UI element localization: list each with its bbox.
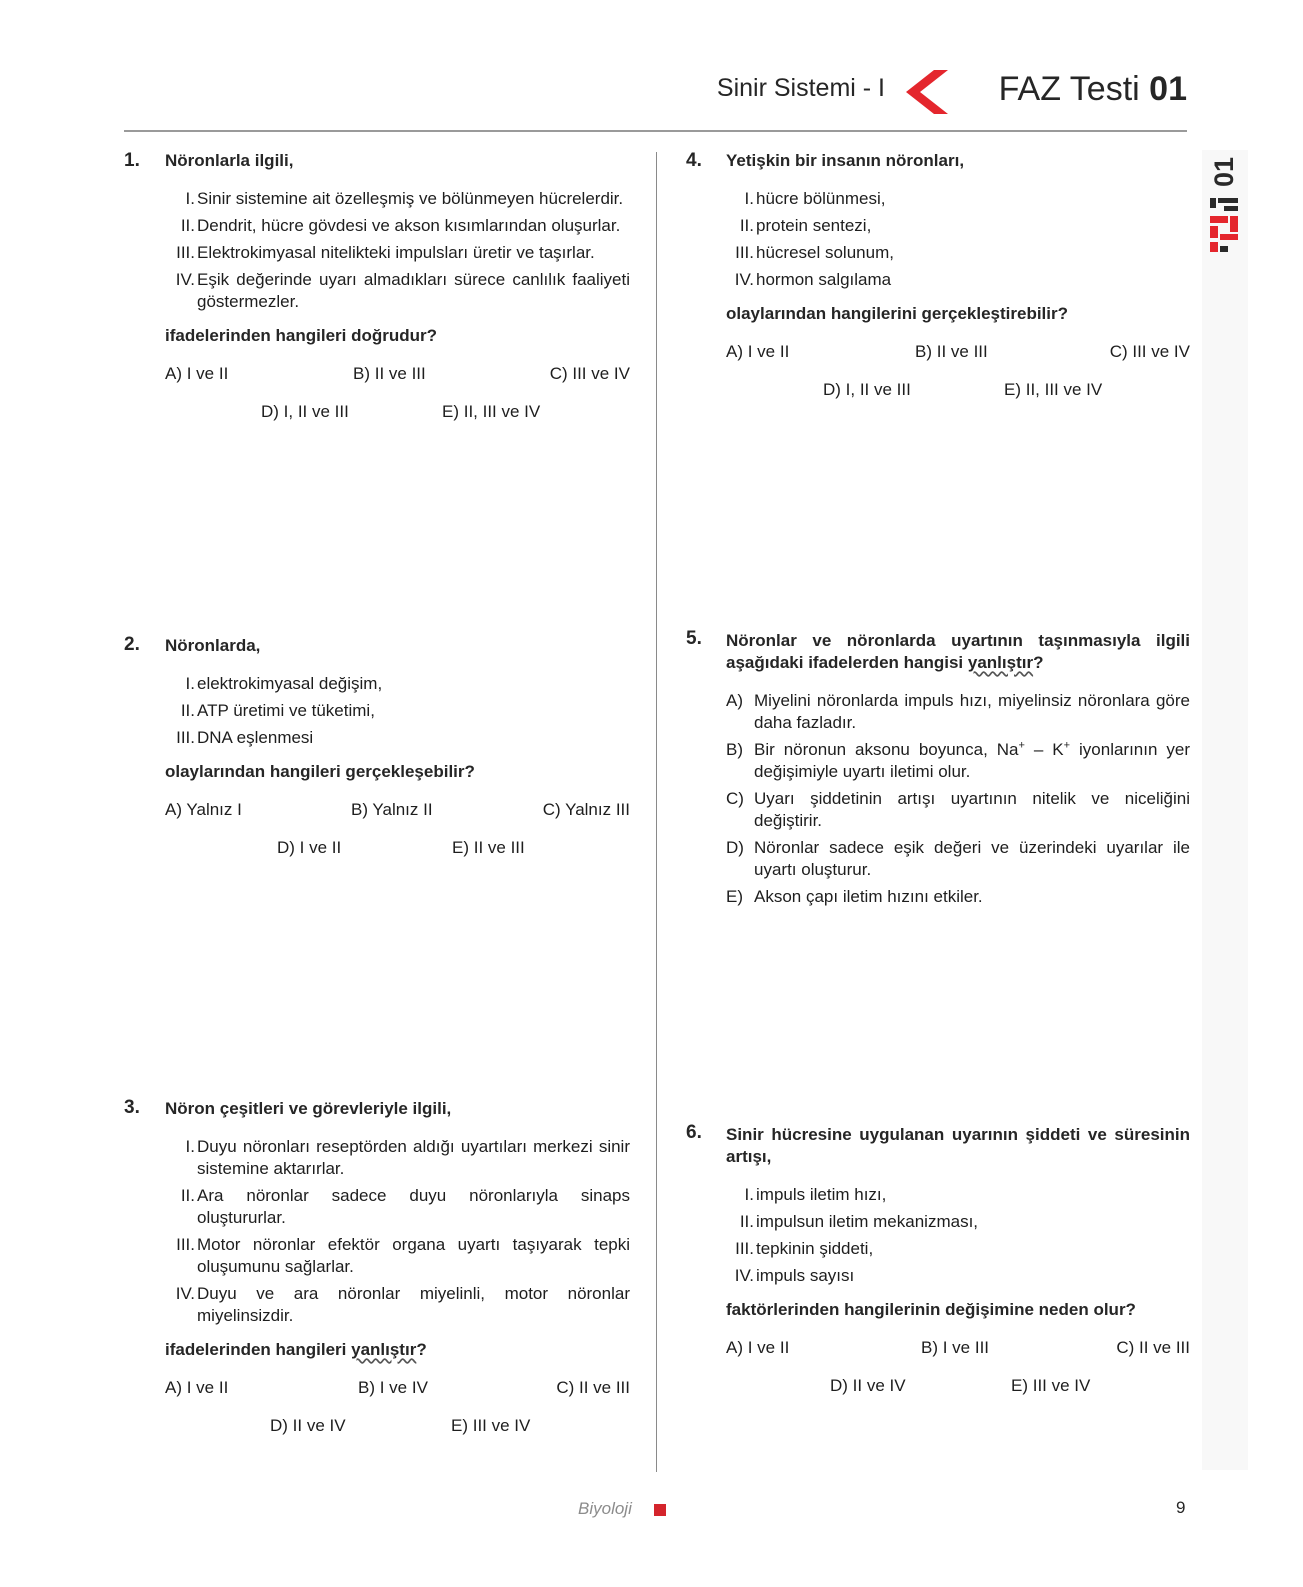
question-1-item: III. Elektrokimyasal nitelikteki impulsları üretir ve taşırlar. (176, 243, 595, 262)
option-b[interactable]: B) Yalnız II (351, 800, 433, 819)
question-2-number: 2. (124, 634, 140, 655)
header-rule (124, 130, 1187, 132)
header-test-title (999, 70, 1187, 109)
option-c[interactable]: C) II ve III (556, 1378, 630, 1397)
question-1-item: IV. Eşik değerinde uyarı almadıkları sürece canlılık faaliyeti göstermezler. (175, 270, 630, 311)
question-3-item: I. Duyu nöronları reseptörden aldığı uyartıları merkezi sinir sistemine aktarırlar. (185, 1137, 630, 1178)
question-6-item: IV. impuls sayısı (734, 1266, 855, 1285)
question-6 (726, 1124, 1190, 1399)
question-6-item: I. impuls iletim hızı, (744, 1185, 887, 1204)
option-b[interactable]: B) II ve III (353, 364, 426, 383)
question-1 (165, 150, 630, 425)
question-5-number: 5. (686, 628, 702, 649)
option-c[interactable]: C) III ve IV (549, 364, 630, 383)
option-c[interactable]: C) III ve IV (1109, 342, 1190, 361)
question-6-number: 6. (686, 1122, 702, 1143)
question-6-ask: faktörlerinden hangilerinin değişimine neden olur? (726, 1300, 1136, 1319)
question-4 (726, 150, 1190, 403)
question-4-item: I. hücre bölünmesi, (744, 189, 886, 208)
question-2-stem: Nöronlarda, (165, 636, 261, 655)
option-d[interactable]: D) I ve II (277, 838, 342, 857)
question-6-stem: Sinir hücresine uygulanan uyarının şiddeti ve süresinin artışı, (726, 1125, 1190, 1166)
column-divider (656, 152, 657, 1472)
header-topic: Sinir Sistemi - I (716, 74, 885, 102)
question-2 (165, 635, 630, 861)
option-b[interactable]: B) I ve III (921, 1338, 990, 1357)
option-d[interactable]: D) II ve IV (830, 1376, 906, 1395)
option-a[interactable]: A) I ve II (726, 342, 790, 361)
option-a[interactable]: A) I ve II (726, 1338, 790, 1357)
option-d[interactable]: D) I, II ve III (261, 402, 349, 421)
side-tab-number: 01 (1209, 156, 1239, 188)
option-a[interactable]: A) Miyelini nöronlarda impuls hızı, miyelinsiz nöronlara göre daha fazladır. (726, 691, 1190, 732)
footer-subject: Biyoloji (578, 1499, 632, 1518)
question-4-number: 4. (686, 150, 702, 171)
test-number: 01 (1149, 70, 1187, 108)
question-3-stem: Nöron çeşitleri ve görevleriyle ilgili, (165, 1099, 452, 1118)
question-2-item: III. DNA eşlenmesi (176, 728, 314, 747)
option-b[interactable]: B) II ve III (915, 342, 988, 361)
question-3-number: 3. (124, 1097, 140, 1118)
option-e[interactable]: E) II, III ve IV (442, 402, 541, 421)
page-number: 9 (1176, 1498, 1186, 1517)
option-e[interactable]: E) III ve IV (1011, 1376, 1091, 1395)
option-c[interactable]: C) II ve III (1116, 1338, 1190, 1357)
question-4-item: IV. hormon salgılama (734, 270, 892, 289)
question-6-item: III. tepkinin şiddeti, (735, 1239, 874, 1258)
question-4-stem: Yetişkin bir insanın nöronları, (726, 151, 965, 170)
question-3 (165, 1098, 630, 1439)
question-3-ask: ifadelerinden hangileri yanlıştır? (165, 1340, 427, 1359)
question-4-item: II. protein sentezi, (739, 216, 872, 235)
option-e[interactable]: E) Akson çapı iletim hızını etkiler. (726, 887, 983, 906)
question-3-item: II. Ara nöronlar sadece duyu nöronlarıyla sinaps oluştururlar. (180, 1186, 630, 1227)
option-d[interactable]: D) II ve IV (270, 1416, 346, 1435)
question-1-item: II. Dendrit, hücre gövdesi ve akson kısımlarından oluşurlar. (180, 216, 621, 235)
question-3-item: IV. Duyu ve ara nöronlar miyelinli, motor nöronlar miyelinsizdir. (175, 1284, 630, 1325)
option-a[interactable]: A) I ve II (165, 364, 229, 383)
option-a[interactable]: A) I ve II (165, 1378, 229, 1397)
chevron-left-icon (898, 68, 950, 116)
question-2-ask: olaylarından hangileri gerçekleşebilir? (165, 762, 475, 781)
option-e[interactable]: E) III ve IV (451, 1416, 531, 1435)
option-b[interactable]: B) Bir nöronun aksonu boyunca, Na+ – K+ iyonlarının yer değişimiyle uyartı iletimi olur. (726, 739, 1190, 781)
test-label: FAZ Testi (998, 70, 1140, 108)
question-1-number: 1. (124, 150, 140, 171)
question-1-ask: ifadelerinden hangileri doğrudur? (165, 326, 438, 345)
question-2-item: I. elektrokimyasal değişim, (185, 674, 383, 693)
question-4-item: III. hücresel solunum, (735, 243, 894, 262)
option-d[interactable]: D) I, II ve III (823, 380, 911, 399)
option-a[interactable]: A) Yalnız I (165, 800, 242, 819)
question-6-item: II. impulsun iletim mekanizması, (739, 1212, 979, 1231)
question-1-stem: Nöronlarla ilgili, (165, 151, 294, 170)
option-e[interactable]: E) II ve III (452, 838, 525, 857)
option-d[interactable]: D) Nöronlar sadece eşik değeri ve üzerindeki uyarılar ile uyartı oluşturur. (726, 838, 1190, 879)
option-c[interactable]: C) Yalnız III (542, 800, 630, 819)
question-3-item: III. Motor nöronlar efektör organa uyartı taşıyarak tepki oluşumunu sağlarlar. (176, 1235, 630, 1276)
faz-logo-icon (1208, 198, 1240, 258)
question-4-ask: olaylarından hangilerini gerçekleştirebilir? (726, 304, 1069, 323)
side-tab (1202, 150, 1248, 1470)
question-5-stem: Nöronlar ve nöronlarda uyartının taşınmasıyla ilgili aşağıdaki ifadelerden hangisi yanlıştır? (726, 631, 1190, 672)
footer-square-icon (654, 1504, 666, 1516)
question-5 (726, 630, 1190, 913)
option-e[interactable]: E) II, III ve IV (1004, 380, 1103, 399)
question-1-item: I. Sinir sistemine ait özelleşmiş ve bölünmeyen hücrelerdir. (185, 189, 624, 208)
option-b[interactable]: B) I ve IV (358, 1378, 428, 1397)
option-c[interactable]: C) Uyarı şiddetinin artışı uyartının nitelik ve niceliğini değiştirir. (726, 789, 1190, 830)
question-2-item: II. ATP üretimi ve tüketimi, (180, 701, 375, 720)
